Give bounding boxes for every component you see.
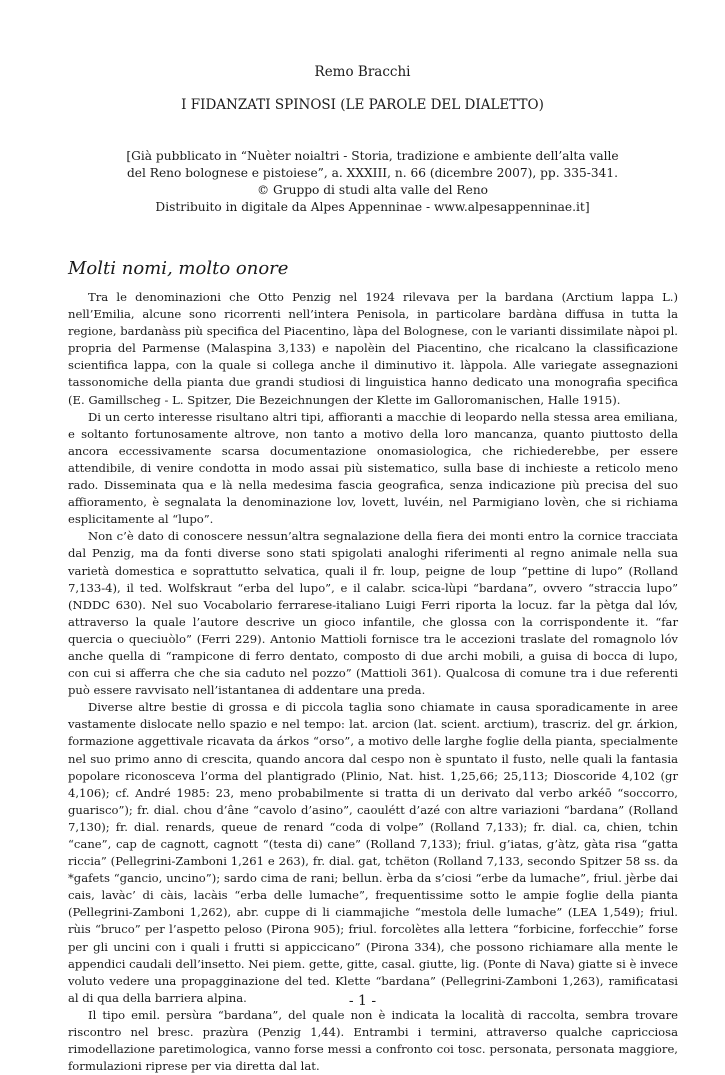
publication-info-line: © Gruppo di studi alta valle del Reno (256, 183, 489, 197)
publication-info (100, 148, 645, 216)
paragraph: Tra le denominazioni che Otto Penzig nel 1924 rilevava per la bardana (Arctium lappa L.) nell’Emilia, alcune sono ricorrenti nell’intera Penisola, in particolare bardàna diffusa in tutta la regione, bardanàss più specifica del Piacentino, làpa del Bolognese, con le varianti dissimilate nàpoi pl. propria del Parmense (Malaspina 3,133) e napolèin del Piacentino, che ricalcano la classificazione scientifica lappa, con la quale si collega anche il diminutivo it. làppola. Alle variegate assegnazioni tassonomiche della pianta due grandi studiosi di linguistica hanno dedicato una monografia specifica (E. Gamillscheg - L. Spitzer, Die Bezeichnungen der Klette im Galloromanischen, Halle 1915). (68, 290, 678, 407)
article-title: I FIDANZATI SPINOSI (LE PAROLE DEL DIALETTO) (181, 97, 544, 113)
publication-info-line: Distribuito in digitale da Alpes Appenninae - www.alpesappenninae.it] (155, 200, 590, 214)
page-number: - 1 - (348, 993, 377, 1009)
publication-info-line: del Reno bolognese e pistoiese”, a. XXXIII, n. 66 (dicembre 2007), pp. 335-341. (126, 166, 618, 180)
paragraph: Non c’è dato di conoscere nessun’altra segnalazione della fiera dei monti entro la cornice tracciata dal Penzig, ma da fonti diverse sono stati spigolati analoghi riferimenti al regno animale nella sua varietà domestica e soprattutto selvatica, quali il fr. loup, peigne de loup “pettine di lupo” (Rolland 7,133-4), il ted. Wolfskraut “erba del lupo”, e il calabr. scica-lùpi “bardana”, ovvero “straccia lupo” (NDDC 630). Nel suo Vocabolario ferrarese-italiano Luigi Ferri riporta la locuz. far la pètga dal lóv, attraverso la quale l’autore descrive un gioco infantile, che glossa con la corrispondente it. “far quercia o queciuòlo” (Ferri 229). Antonio Mattioli fornisce tra le accezioni traslate del romagnolo lóv anche quella di “rampicone di ferro dentato, composto di due archi mobili, a guisa di bocca di lupo, con cui si afferra che che sia caduto nel pozzo” (Mattioli 361). Qualcosa di comune tra i due referenti può essere ravvisato nell’istantanea di addentare una preda. (68, 529, 678, 698)
body-text (68, 289, 678, 1075)
paragraph: Il tipo emil. persùra “bardana”, del quale non è indicata la località di raccolta, sembra trovare riscontro nel bresc. prazùra (Penzig 1,44). Entrambi i termini, attraverso qualche capricciosa rimodellazione paretimologica, vanno forse messi a confronto coi tosc. personata, personata maggiore, formulazioni riprese per via diretta dal lat. (68, 1007, 678, 1074)
paragraph: Diverse altre bestie di grossa e di piccola taglia sono chiamate in causa sporadicamente in aree vastamente dislocate nello spazio e nel tempo: lat. arcion (lat. scient. arctium), trascriz. del gr. árkion, formazione aggettivale ricavata da árkos “orso”, a motivo delle larghe foglie della pianta, specialmente nel suo primo anno di crescita, quando ancora dal cespo non è spuntato il fusto, nelle quali la fantasia popolare riconosceva l’orma del plantigrado (Plinio, Nat. hist. 1,25,66; 25,113; Dioscoride 4,102 (gr 4,106); cf. André 1985: 23, meno probabilmente si tratta di un derivato dal verbo arkéō “soccorro, guarisco”); fr. dial. chou d’âne “cavolo d’asino”, caoulétt d’azé con altre variazioni “bardana” (Rolland 7,130); fr. dial. renards, queue de renard “coda di volpe” (Rolland 7,133); fr. dial. ca, chien, tchin “cane”, cap de cagnott, cagnott “(testa di) cane” (Rolland 7,133); friul. g’iatas, g’àtz, gàta risa “gatta riccia” (Pellegrini-Zamboni 1,261 e 263), fr. dial. gat, tchëton (Rolland 7,133, secondo Spitzer 58 ss. da *gafets “gancio, uncino”); sardo cima de rani; bellun. èrba da s’ciosi “erbe da lumache”, friul. jèrbe dai cais, lavàc’ di càis, lacàis “erba delle lumache”, frequentissime sotto le ampie foglie della pianta (Pellegrini-Zamboni 1,262), abr. cuppe di li ciammajiche “mestola delle lumache” (LEA 1,549); friul. rùis “bruco” per l’aspetto peloso (Pirona 905); friul. forcolètes alla lettera “forbicine, forfecchie” forse per gli uncini con i quali i frutti si appiccicano” (Pirona 334), che possono richiamare alla mente le appendici caudali dell’insetto. Nei piem. gette, gitte, casal. giutte, lig. (Ponte di Nava) giatte si è invece voluto vedere una propagginazione del ted. Klette “bardana” (Pellegrini-Zamboni 1,263), ramificatasi al di qua della barriera alpina. (68, 700, 678, 1005)
section-heading: Molti nomi, molto onore (68, 258, 289, 279)
publication-info-line: [Già pubblicato in “Nuèter noialtri - Storia, tradizione e ambiente dell’alta valle (126, 149, 619, 163)
paragraph: Di un certo interesse risultano altri tipi, affioranti a macchie di leopardo nella stessa area emiliana, e soltanto fortunosamente altrove, non tanto a motivo della loro mancanza, quanto piuttosto della ancora eccessivamente scarsa documentazione onomasiologica, che richiederebbe, per essere attendibile, di venire condotta in modo assai più sistematico, sulla base di inchieste a reticolo meno rado. Disseminata qua e là nella medesima fascia geografica, senza indicazione più precisa del suo affioramento, è segnalata la denominazione lov, lovett, luvéin, nel Parmigiano lovèn, che si richiama esplicitamente al “lupo”. (68, 409, 678, 527)
author-name: Remo Bracchi (314, 64, 411, 80)
